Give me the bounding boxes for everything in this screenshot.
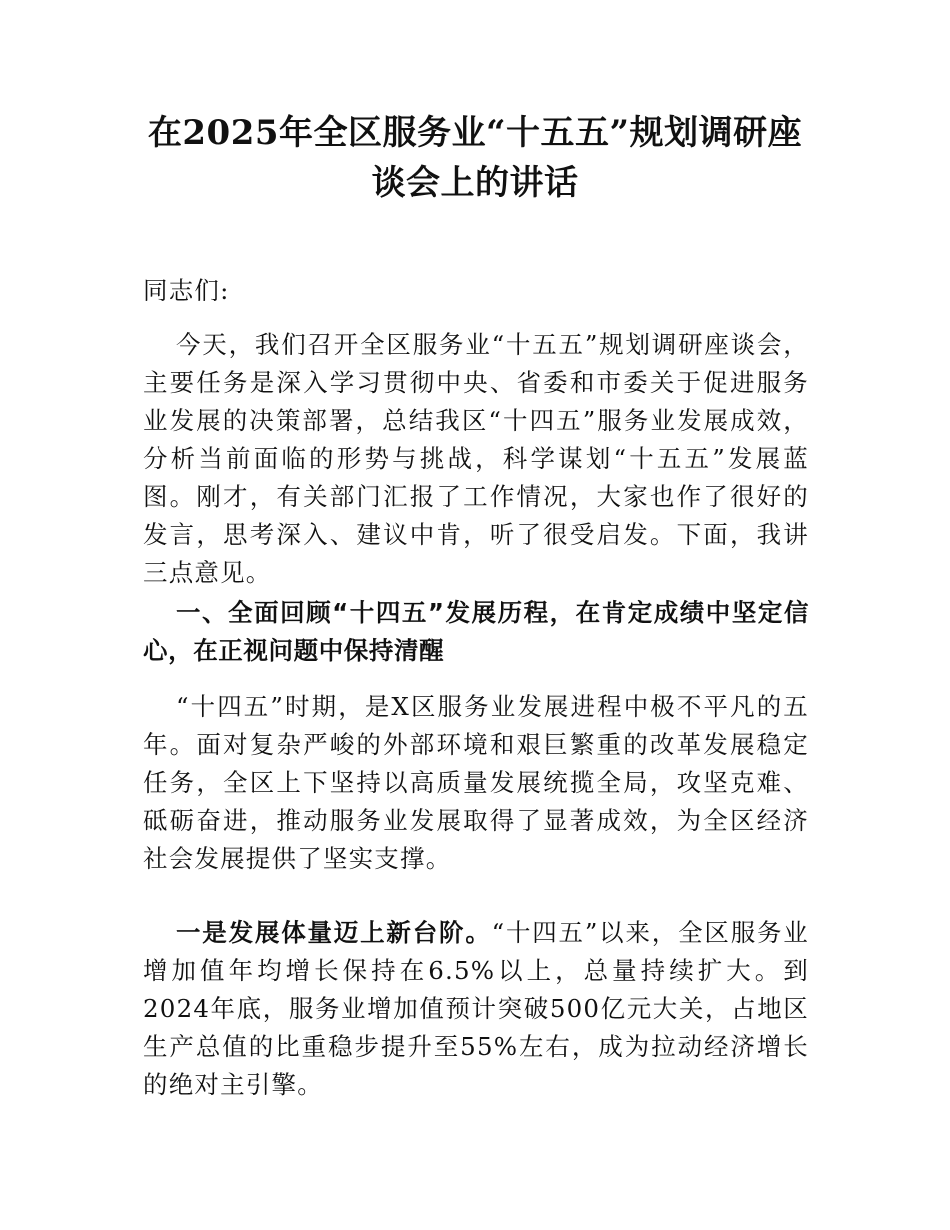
paragraph-point-1-lead: 一是发展体量迈上新台阶。 xyxy=(176,918,492,947)
greeting: 同志们: xyxy=(143,276,230,305)
paragraph-point-1 xyxy=(143,914,809,1104)
paragraph-point-1-body: “十四五”以来，全区服务业增加值年均增长保持在6.5%以上，总量持续扩大。到2024年底，服务业增加值预计突破500亿元大关，占地区生产总值的比重稳步提升至55%左右，成为拉动经济增长的绝对主引擎。 xyxy=(143,918,809,1099)
section-heading-1: 一、全面回顾“十四五”发展历程，在肯定成绩中坚定信心，在正视问题中保持清醒 xyxy=(143,598,809,665)
paragraph-review: “十四五”时期，是X区服务业发展进程中极不平凡的五年。面对复杂严峻的外部环境和艰巨繁重的改革发展稳定任务，全区上下坚持以高质量发展统揽全局，攻坚克难、砥砺奋进，推动服务业发展取得了显著成效，为全区经济社会发展提供了坚实支撑。 xyxy=(143,692,809,873)
paragraph-opening: 今天，我们召开全区服务业“十五五”规划调研座谈会，主要任务是深入学习贯彻中央、省委和市委关于促进服务业发展的决策部署，总结我区“十四五”服务业发展成效，分析当前面临的形势与挑战，科学谋划“十五五”发展蓝图。刚才，有关部门汇报了工作情况，大家也作了很好的发言，思考深入、建议中肯，听了很受启发。下面，我讲三点意见。 xyxy=(143,330,809,587)
document-title: 在2025年全区服务业“十五五”规划调研座谈会上的讲话 xyxy=(147,113,803,203)
